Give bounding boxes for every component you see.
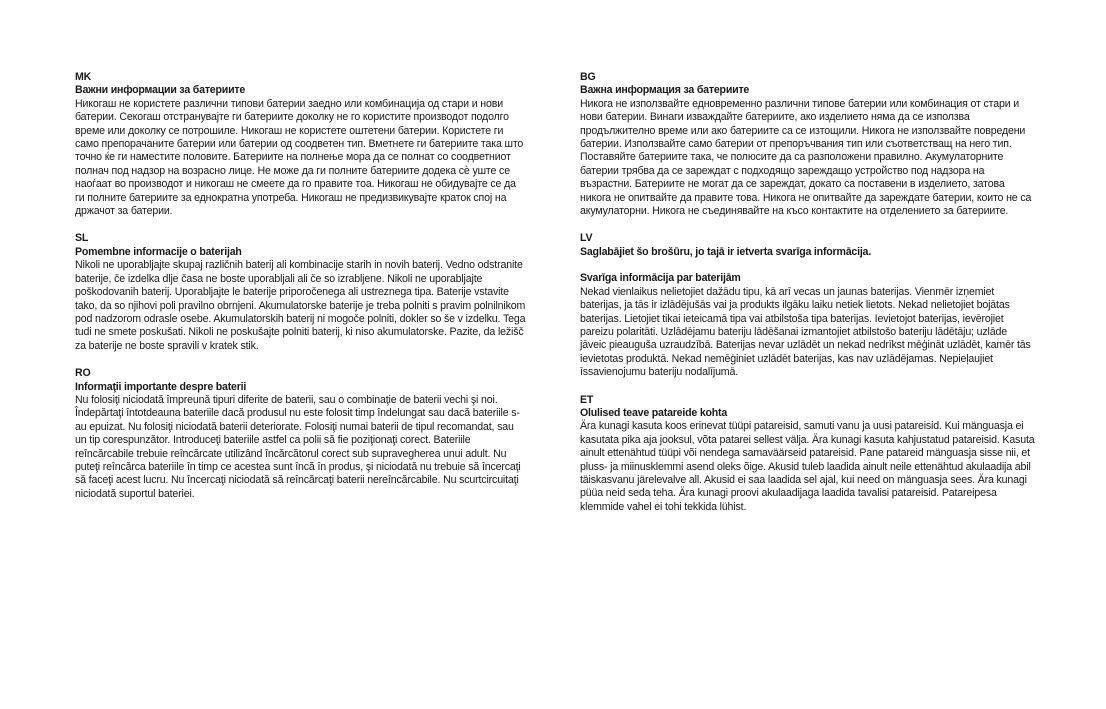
language-code: MK <box>75 71 92 83</box>
language-code: RO <box>75 367 91 380</box>
spacer <box>580 259 1035 272</box>
section-bg <box>580 71 1035 218</box>
section-body: Никогаш не користете различни типови батерии заедно или комбинација од стари и нови батерии. Секогаш отстранувајте ги батериите доколку не го користите производот подолго време или доколку се потрошиле. Никогаш не користете оштетени батерии. Користете ги само препорачаните батерии или батерии од соодветен тип. Вметнете ги батериите така што точно ќе ги наместите половите. Батериите на полнење мора да се полнат со соодветниот полнач под надзор на возрасно лице. Не може да ги полните батериите додека сѐ уште се наоѓаат во производот и никогаш не смеете да го правите тоа. Никогаш не обидувајте се да ги полните батериите за еднократна употреба. Никогаш не предизвикувајте краток спој на држачот за батерии. <box>75 97 524 218</box>
section-lv <box>580 232 1035 379</box>
language-code: LV <box>580 232 593 245</box>
section-body: Nekad vienlaikus nelietojiet dažādu tipu, kā arī vecas un jaunas baterijas. Vienmēr izņemiet baterijas, ja tās ir izlādējušās vai ja produkts ilgāku laiku netiek lietots. Nekad nelietojiet bojātas baterijas. Lietojiet tikai ieteicamā tipa vai atbilstoša tipa baterijas. Ievietojot baterijas, ievērojiet pareizu polaritāti. Uzlādējamu bateriju lādēšanai izmantojiet atbilstošo bateriju lādētāju; uzlāde jāveic pieauguša uzraudzībā. Baterijas nevar uzlādēt un nekad nedrīkst mēģināt uzlādēt, kamēr tās ievietotas produktā. Nekad nemēģiniet uzlādēt baterijas, kas nav uzlādējamas. Nepieļaujiet īssavienojumu bateriju nodalījumā. <box>580 285 1031 379</box>
section-et <box>580 394 1035 515</box>
section-body: Ära kunagi kasuta koos erinevat tüüpi patareisid, samuti vanu ja uusi patareisid. Kui mänguasja ei kasutata pika aja jooksul, võta patarei sellest välja. Ära kunagi kasuta kahjustatud patareisid. Kasuta ainult ettenähtud tüüpi või nendega samaväärseid patareisid. Pane patareid mänguasja sisse nii, et pluss- ja miinusklemmi asend oleks õige. Akusid tuleb laadida ainult neile ettenähtud akulaadija abil täiskasvanu järelevalve all. Akusid ei saa laadida sel ajal, kui need on mänguasja sees. Ära kunagi püüa neid seda teha. Ära kunagi proovi akulaadijaga laadida tavalisi patareisid. Patareipesa klemmide vahel ei tohi tekkida lühist. <box>580 420 1035 513</box>
section-heading: Informaţii importante despre baterii <box>75 380 247 393</box>
section-heading: Важни информации за батериите <box>75 84 246 97</box>
language-code: SL <box>75 232 89 245</box>
language-code: ET <box>580 393 594 406</box>
section-heading: Svarīga informācija par baterijām <box>580 272 741 285</box>
right-column <box>580 71 1035 528</box>
section-heading: Важна информация за батериите <box>580 84 750 97</box>
section-body: Никога не използвайте едновременно различни типове батерии или комбинация от стари и нови батерии. Винаги изваждайте батериите, ако изделието няма да се използва продължително време или ако батериите са се изтощили. Никога не използвайте повредени батерии. Използвайте само батерии от препоръчвания тип или съответстващ на него тип. Поставяйте батериите така, че полюсите да са разположени правилно. Акумулаторните батерии трябва да се зареждат с подходящо зареждащо устройство под надзора на възрастни. Батериите не могат да се зареждат, докато са поставени в изделието, затова никога не опитвайте да правите това. Никога не опитвайте да зареждате батерии, които не са акумулаторни. Никога не съединявайте на късо контактите на отделението за батериите. <box>580 97 1032 218</box>
section-body: Nikoli ne uporabljajte skupaj različnih baterij ali kombinacije starih in novih baterij. Vedno odstranite baterije, če izdelka dlje časa ne boste uporabljali ali če so izrabljene. Nikoli ne uporabljajte poškodovanih baterij. Uporabljajte le baterije priporočenega ali ustreznega tipa. Baterije vstavite tako, da so njihovi poli pravilno obrnjeni. Akumulatorske baterije je treba polniti s pravim polnilnikom pod nadzorom odrasle osebe. Akumulatorskih baterij ni mogoče polniti, dokler so še v izdelku. Tega tudi ne smete poskušati. Nikoli ne poskušajte polniti baterij, ki niso akumulatorske. Pazite, da ležišč za baterije ne boste spravili v kratek stik. <box>75 259 526 352</box>
section-notice: Saglabājiet šo brošūru, jo tajā ir ietverta svarīga informācija. <box>580 245 871 258</box>
section-sl <box>75 232 527 353</box>
section-body: Nu folosiţi niciodată împreună tipuri diferite de baterii, sau o combinaţie de baterii vechi şi noi. Îndepărtaţi întotdeauna bateriile dacă produsul nu este folosit timp îndelungat sau dacă bateriile s-au epuizat. Nu folosiţi niciodată baterii deteriorate. Folosiţi numai baterii de tipul recomandat, sau un tip corespunzător. Introduceţi bateriile astfel ca polii să fie poziţionaţi corect. Bateriile reîncărcabile trebuie reîncărcate utilizând încărcătorul corect sub supravegherea unui adult. Nu puteţi reîncărca bateriile în timp ce acestea sunt încă în produs, şi niciodată nu trebuie să încercaţi să faceţi acest lucru. Nu încercaţi niciodată să reîncărcaţi baterii nereîncărcabile. Nu scurtcircuitaţi niciodată suportul bateriei. <box>75 393 521 500</box>
section-ro <box>75 367 527 501</box>
section-mk <box>75 71 527 218</box>
left-column <box>75 71 527 515</box>
section-heading: Olulised teave patareide kohta <box>580 406 728 419</box>
section-heading: Pomembne informacije o baterijah <box>75 245 242 258</box>
language-code: BG <box>580 71 596 83</box>
